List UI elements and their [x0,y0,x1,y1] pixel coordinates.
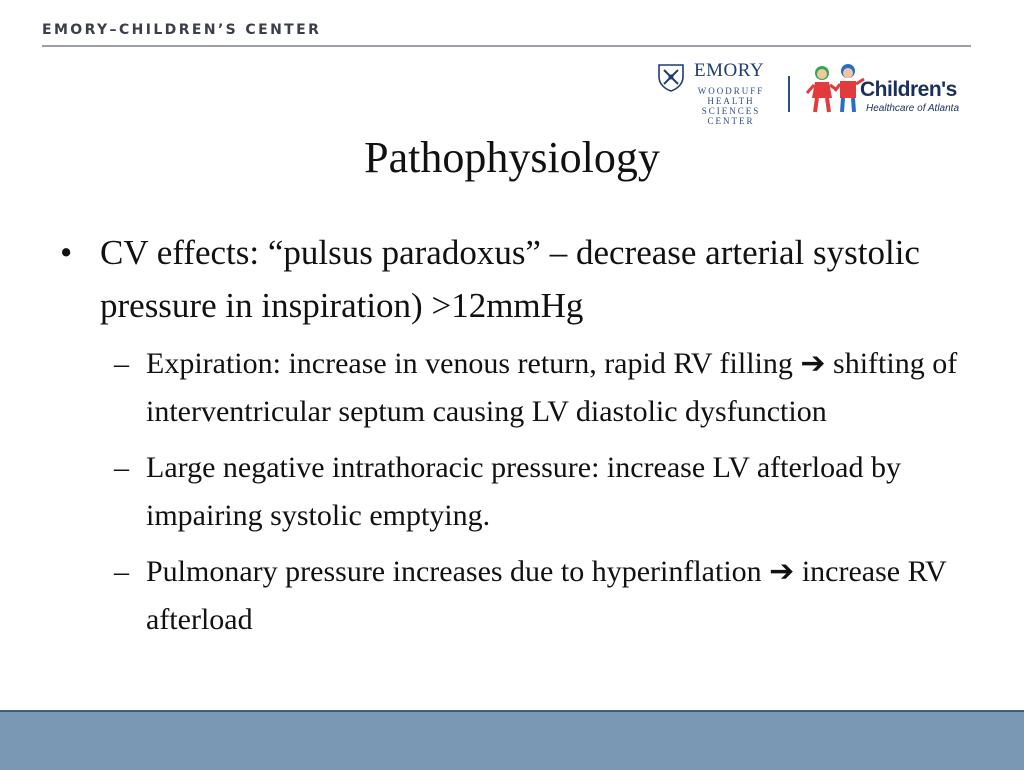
emory-shield-icon [656,62,686,92]
sub-bullet-intrathoracic [114,444,960,540]
logo-area [652,56,982,136]
sub-bullet-marker: – [114,555,129,588]
sub-bullet-text: Expiration: increase in venous return, rapid RV filling [146,347,801,380]
bullet-marker: • [60,233,73,272]
sub-bullet-text: Pulmonary pressure increases due to hyperinflation [146,555,770,588]
main-bullet-text: CV effects: “pulsus paradoxus” – decrease arterial systolic pressure in inspiration) >12mmHg [100,233,920,325]
arrow-right-icon: ➔ [800,347,826,380]
emory-logo-name: EMORY [694,60,765,81]
header-org-name: EMORY–CHILDREN’S CENTER [42,22,322,38]
footer-band [0,710,1024,770]
slide-content [60,226,960,644]
sub-bullet-text: increase RV afterload [146,555,947,636]
sub-bullet-marker: – [114,347,129,380]
sub-bullet-expiration [114,340,960,436]
header-divider [42,45,971,47]
childrens-kids-icon [806,62,868,114]
arrow-right-icon: ➔ [769,555,795,588]
sub-bullet-marker: – [114,451,129,484]
logo-divider [788,76,790,112]
childrens-logo-tagline: Healthcare of Atlanta [866,103,960,114]
sub-bullet-text: shifting of interventricular septum causing LV diastolic dysfunction [146,347,958,428]
main-bullet [60,226,960,332]
sub-bullet-pulmonary [114,548,960,644]
sub-bullet-text: Large negative intrathoracic pressure: increase LV afterload by impairing systolic emptying. [146,451,901,532]
slide-title: Pathophysiology [364,133,660,182]
emory-logo-subtitle: WOODRUFF HEALTH SCIENCES CENTER [697,86,765,126]
childrens-logo-name: Children's [860,78,957,101]
